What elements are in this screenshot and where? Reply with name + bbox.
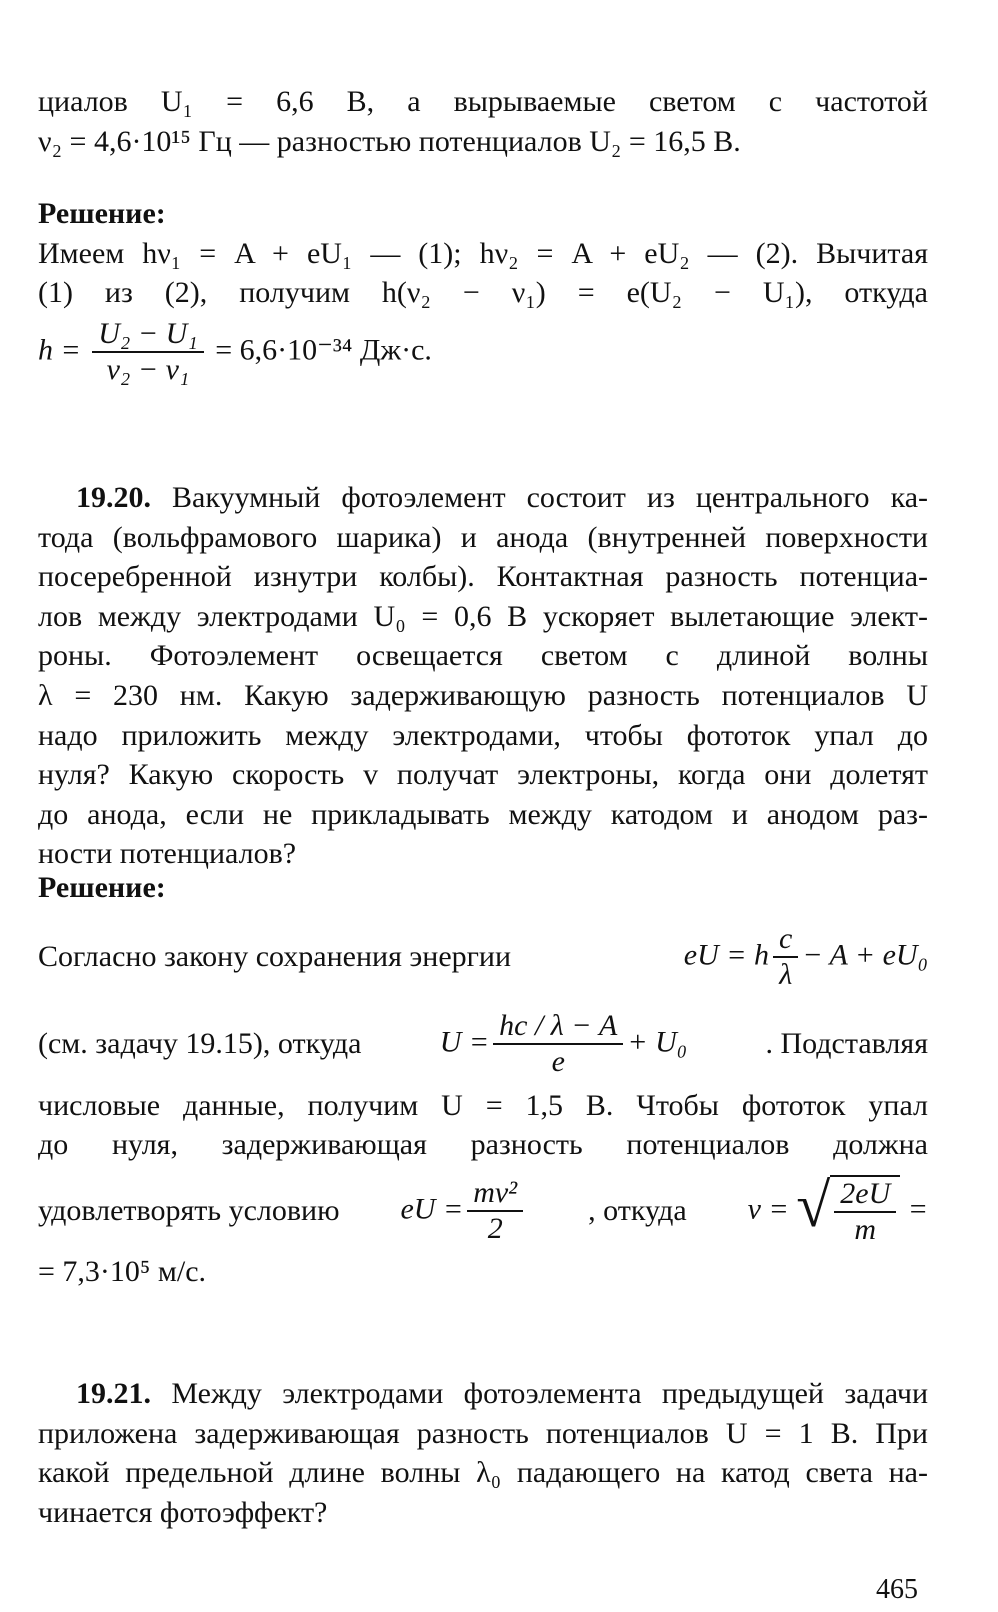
solution-heading: Решение: [38,197,166,230]
top-paragraph [38,82,928,161]
kinetic-formula: eU = $\frac{\text{mv²}}{2}$ [400,1176,527,1247]
solution-1 [38,194,928,388]
text-line: надо приложить между электродами, чтобы фототок упал до [38,718,928,752]
text-span: , откуда [588,1194,687,1228]
text-line [38,922,928,993]
text-span: . Подставляя [765,1027,928,1061]
text-line: лов между электродами U₀ = 0,6 В ускоряет вылетающие элект- [38,599,928,633]
text-line [38,1171,928,1248]
problem-19-21 [38,1374,928,1532]
text-span: Согласно закону сохранения энергии [38,940,512,974]
planck-formula [38,317,928,388]
text-line [38,1009,928,1080]
solution-heading: Решение: [38,871,166,904]
velocity-formula: v = √ $\frac{2eU}{m}$ = [747,1171,928,1247]
text-line: Имеем hν₁ = A + eU₁ — (1); hν₂ = A + eU₂ — (2). Вычитая [38,236,928,270]
text-span: (см. задачу 19.15), откуда [38,1027,362,1061]
text-line: 19.21. Между электродами фотоэлемента предыдущей задачи [76,1377,929,1410]
problem-number: 19.20. [76,481,151,514]
page-number: 465 [876,1574,918,1605]
text-line: 19.20. Вакуумный фотоэлемент состоит из центрального ка- [76,481,929,514]
text-line: ν₂ = 4,6·10¹⁵ Гц — разностью потенциалов U₂ = 16,5 В. [38,124,741,158]
text-line: тода (вольфрамового шарика) и анода (внутренней поверхности [38,520,928,554]
text-line: посеребренной изнутри колбы). Контактная разность потенциа- [38,560,928,594]
solution-2 [38,868,928,1291]
text-line: чинается фотоэффект? [38,1495,328,1529]
text-line: роны. Фотоэлемент освещается светом с длиной волны [38,639,928,673]
text-line: нуля? Какую скорость v получат электроны, когда они долетят [38,758,928,792]
text-line: приложена задерживающая разность потенциалов U = 1 В. При [38,1416,928,1450]
text-line: какой предельной длине волны λ₀ падающего на катод света на- [38,1456,928,1490]
voltage-formula: U = $\frac{hc / \lambda - A}{e}$ + U₀ [439,1008,688,1079]
text-line: циалов U₁ = 6,6 В, а вырываемые светом с частотой [38,85,928,118]
formula-fraction [92,317,203,388]
fraction-denominator: ν₂ − ν₁ [106,353,190,387]
text-span: удовлетворять условию [38,1194,340,1228]
problem-number: 19.21. [76,1377,151,1410]
formula-result: = 6,6·10⁻³⁴ Дж·с. [215,333,432,367]
text-line: λ = 230 нм. Какую задерживающую разность потенциалов U [38,678,928,712]
text-line: до анода, если не прикладывать между катодом и анодом раз- [38,797,928,831]
problem-19-20 [38,478,928,874]
text-line: = 7,3·10⁵ м/с. [38,1254,207,1288]
text-line: числовые данные, получим U = 1,5 В. Чтобы фототок упал [38,1088,928,1122]
text-line: (1) из (2), получим h(ν₂ − ν₁) = e(U₂ − U₁), откуда [38,276,928,310]
fraction-numerator: U₂ − U₁ [92,317,203,354]
square-root: √ $\frac{2eU}{m}$ [796,1175,900,1248]
text-line: ности потенциалов? [38,837,297,871]
text-line: до нуля, задерживающая разность потенциалов должна [38,1128,928,1162]
formula-lhs: h = [38,333,81,367]
energy-formula: eU = h $\frac{c}{\lambda}$ − A + eU₀ [683,921,928,992]
